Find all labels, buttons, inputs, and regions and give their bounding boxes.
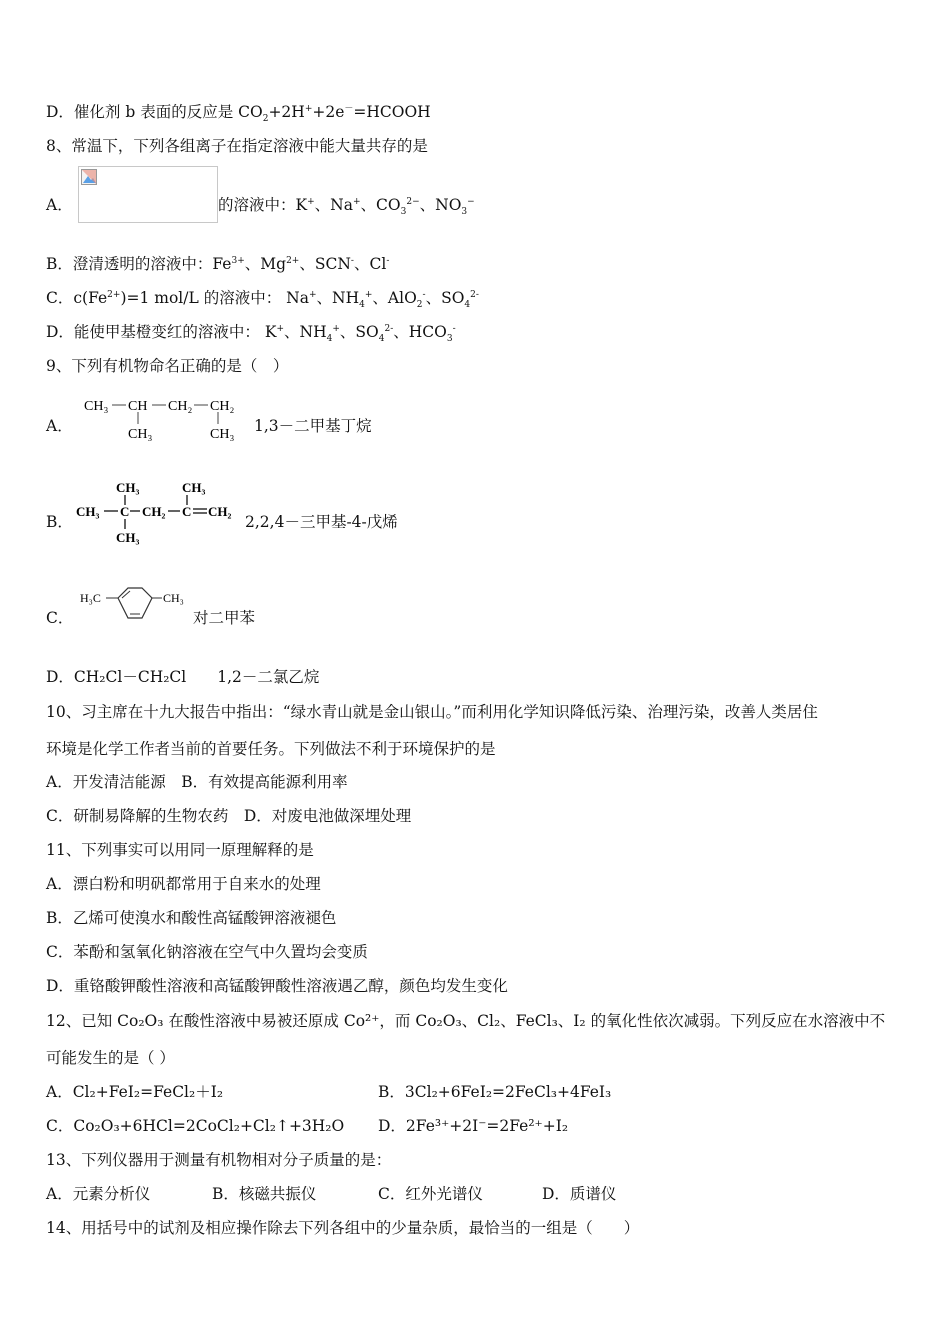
svg-text:CH₂: CH₂ xyxy=(168,399,193,414)
q9-option-a-label: A． xyxy=(46,417,73,435)
q9-stem: 9、下列有机物命名正确的是（ ） xyxy=(46,357,289,375)
q8-option-b: B．澄清透明的溶液中：$Fe^{3+}$、$Mg^{2+}$、SCN-、Cl- xyxy=(46,255,390,273)
svg-text:CH₃: CH₃ xyxy=(84,399,109,414)
q13-option-c: C．红外光谱仪 xyxy=(378,1185,483,1203)
q10-options-cd: C．研制易降解的生物农药 D．对废电池做深埋处理 xyxy=(46,807,412,825)
q12-option-b: B．3Cl₂+6FeI₂=2FeCl₃+4FeI₃ xyxy=(378,1083,612,1101)
q12-option-c: C．Co₂O₃+6HCl=2CoCl₂+Cl₂↑+3H₂O xyxy=(46,1117,345,1135)
structure-c xyxy=(80,584,190,636)
q9-option-b-label: B． xyxy=(46,513,73,531)
q14-stem: 14、用括号中的试剂及相应操作除去下列各组中的少量杂质，最恰当的一组是（ ） xyxy=(46,1219,640,1237)
q10-stem-line1: 10、习主席在十九大报告中指出：“绿水青山就是金山银山。”而利用化学知识降低污染、治理污染，改善人类居住 xyxy=(46,703,818,721)
q11-option-d: D．重铬酸钾酸性溶液和高锰酸钾酸性溶液遇乙醇，颜色均发生变化 xyxy=(46,977,508,995)
svg-text:CH₂: CH₂ xyxy=(142,504,166,519)
q13-option-b: B．核磁共振仪 xyxy=(212,1185,317,1203)
q11-option-c: C．苯酚和氢氧化钠溶液在空气中久置均会变质 xyxy=(46,943,368,961)
q8-option-c: C．$c(Fe^{2+})=1$ mol/L 的溶液中： Na+、$NH_4^+$、AlO$_2$-、$SO_4^{2-}$ xyxy=(46,289,479,311)
svg-text:CH₂: CH₂ xyxy=(210,399,235,414)
broken-image-placeholder xyxy=(78,166,218,223)
q8-stem: 8、常温下，下列各组离子在指定溶液中能大量共存的是 xyxy=(46,137,428,155)
q9-option-a-name: 1,3－二甲基丁烷 xyxy=(254,417,372,435)
svg-text:CH₃: CH₃ xyxy=(182,480,206,495)
q10-stem-line2: 环境是化学工作者当前的首要任务。下列做法不利于环境保护的是 xyxy=(46,740,496,758)
svg-text:CH₃: CH₃ xyxy=(116,480,140,495)
q11-option-a: A．漂白粉和明矾都常用于自来水的处理 xyxy=(46,875,321,893)
q13-option-d: D．质谱仪 xyxy=(542,1185,617,1203)
q9-option-c-name: 对二甲苯 xyxy=(193,609,256,627)
q11-option-b: B．乙烯可使溴水和酸性高锰酸钾溶液褪色 xyxy=(46,909,337,927)
q9-option-b-name: 2,2,4－三甲基-4-戊烯 xyxy=(245,513,398,531)
svg-text:CH₃: CH₃ xyxy=(76,504,100,519)
q12-stem-line1: 12、已知 Co₂O₃ 在酸性溶液中易被还原成 Co²⁺，而 Co₂O₃、Cl₂、FeCl₃、I₂ 的氧化性依次减弱。下列反应在水溶液中不 xyxy=(46,1012,886,1030)
svg-text:C: C xyxy=(182,504,192,519)
q8-option-a-label: A． xyxy=(46,196,73,214)
q8-option-a: 的溶液中：K+、Na+、$CO_3^{2-}$、$NO_3^-$ xyxy=(218,196,475,218)
svg-text:CH₂: CH₂ xyxy=(208,504,232,519)
broken-image-icon xyxy=(81,169,97,185)
q8-option-d: D．能使甲基橙变红的溶液中： K+、$NH_4^+$、$SO_4^{2-}$、$HCO_3^-$ xyxy=(46,323,456,345)
q13-stem: 13、下列仪器用于测量有机物相对分子质量的是： xyxy=(46,1151,392,1169)
structure-a xyxy=(84,394,244,448)
q7-option-d: D．催化剂 b 表面的反应是 $CO_2+2H^++2e^-=HCOOH$ xyxy=(46,103,431,125)
svg-text:CH: CH xyxy=(128,399,148,414)
svg-text:C: C xyxy=(120,504,130,519)
q12-stem-line2: 可能发生的是（ ） xyxy=(46,1049,175,1067)
svg-text:CH₃: CH₃ xyxy=(210,427,235,442)
q12-option-a: A．Cl₂+FeI₂=FeCl₂＋I₂ xyxy=(46,1083,224,1101)
structure-b xyxy=(76,476,244,552)
q11-stem: 11、下列事实可以用同一原理解释的是 xyxy=(46,841,314,859)
q13-option-a: A．元素分析仪 xyxy=(46,1185,151,1203)
q9-option-d: D．CH₂Cl－CH₂Cl 1,2－二氯乙烷 xyxy=(46,668,320,686)
svg-text:CH₃: CH₃ xyxy=(128,427,153,442)
q9-option-c-label: C． xyxy=(46,609,74,627)
svg-text:CH₃: CH₃ xyxy=(163,591,184,605)
q10-options-ab: A．开发清洁能源 B．有效提高能源利用率 xyxy=(46,773,348,791)
svg-text:H₃C: H₃C xyxy=(80,591,101,605)
svg-text:CH₃: CH₃ xyxy=(116,530,140,545)
q12-option-d: D．2Fe³⁺+2I⁻=2Fe²⁺+I₂ xyxy=(378,1117,569,1135)
